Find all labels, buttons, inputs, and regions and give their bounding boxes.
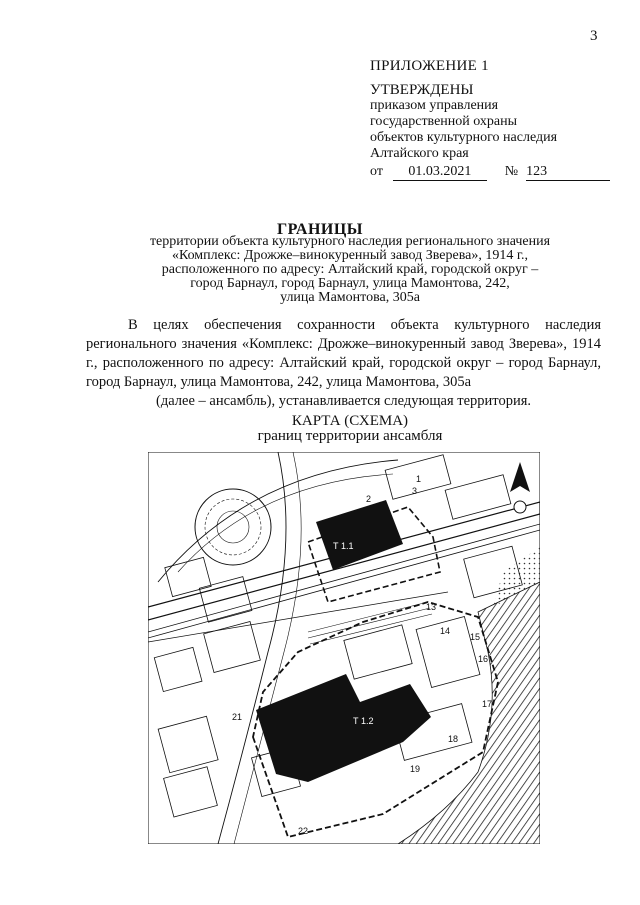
subtitle-line: город Барнаул, город Барнаул, улица Мамонтова, 242, [190, 276, 510, 291]
approval-line: государственной охраны [370, 114, 518, 129]
subtitle-line: расположенного по адресу: Алтайский край, городской округ – [161, 262, 539, 277]
approval-line: объектов культурного наследия [370, 130, 558, 145]
subtitle-line: «Комплекс: Дрожже–винокуренный завод Зверева», 1914 г., [171, 248, 529, 263]
map-subtitle: границ территории ансамбля [257, 428, 443, 444]
map-point-label: 19 [410, 764, 421, 774]
appendix-title: ПРИЛОЖЕНИЕ 1 [370, 58, 489, 74]
map-point-label: 1 [416, 474, 422, 484]
building-label: Т 1.1 [333, 541, 354, 551]
from-label: от [370, 164, 383, 179]
map-point-label: 3 [412, 486, 418, 496]
map-point-label: 13 [426, 602, 437, 612]
body-paragraph [86, 316, 601, 411]
subtitle-line: улица Мамонтова, 305а [280, 290, 420, 305]
map-point-label: 2 [366, 494, 372, 504]
order-line [370, 164, 610, 181]
map-heading [0, 414, 640, 444]
page-number: 3 [590, 28, 598, 44]
map-point-label: 22 [298, 826, 309, 836]
document-subtitle [100, 235, 600, 305]
map-title: КАРТА (СХЕМА) [291, 413, 409, 429]
approval-block [370, 58, 610, 181]
territory-map [148, 452, 540, 844]
document-title: ГРАНИЦЫ [276, 221, 363, 238]
order-number: 123 [526, 164, 610, 181]
map-point-label: 18 [448, 734, 459, 744]
map-point-label: 17 [482, 699, 493, 709]
building-label: Т 1.2 [353, 716, 374, 726]
map-drawing [148, 452, 540, 844]
paragraph-main: В целях обеспечения сохранности объекта культурного наследия регионального значения «Комплекс: Дрожже–винокуренный завод Зверева», 1914 г., расположенного по адресу: Алтайский край, городской округ – город Барнаул, город Барнаул, улица Мамонтова, 242, улица Мамонтова, 305а [86, 317, 601, 390]
map-point-label: 16 [478, 654, 489, 664]
order-date: 01.03.2021 [393, 164, 487, 181]
paragraph-last-line: (далее – ансамбль), устанавливается следующая территория. [156, 393, 531, 409]
approval-line: приказом управления [370, 98, 499, 113]
map-point-label: 14 [440, 626, 451, 636]
approval-line: Алтайского края [370, 146, 469, 161]
map-point-label: 21 [232, 712, 243, 722]
approved-heading: УТВЕРЖДЕНЫ [370, 82, 474, 98]
number-label: № [504, 164, 519, 179]
subtitle-line: территории объекта культурного наследия регионального значения [149, 234, 551, 249]
map-point-label: 15 [470, 632, 481, 642]
